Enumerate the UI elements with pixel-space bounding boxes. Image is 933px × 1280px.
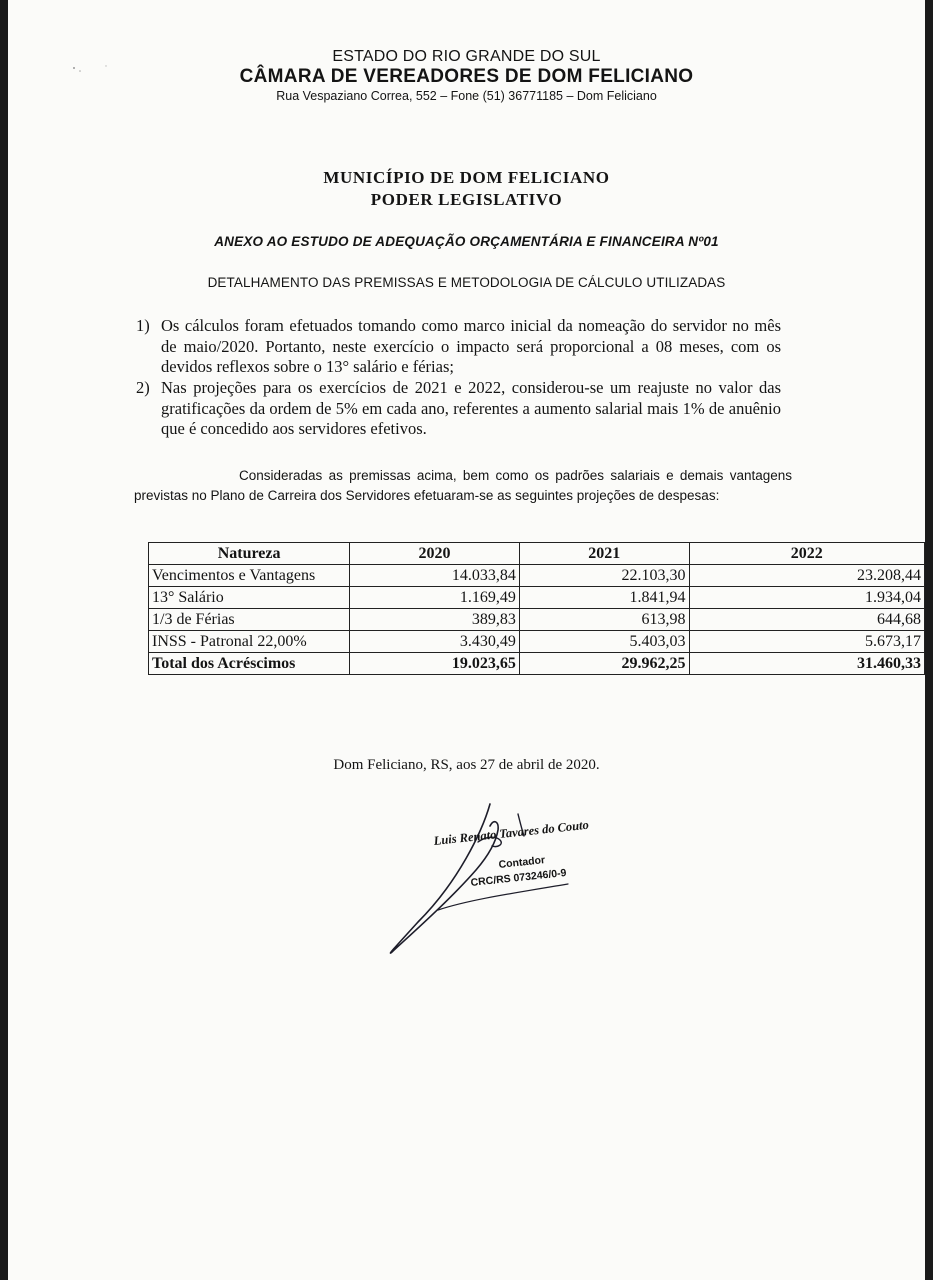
signature-registration: CRC/RS 073246/0-9 [470,866,568,889]
municipality-title: MUNICÍPIO DE DOM FELICIANO [323,168,610,187]
row-value: 1.841,94 [519,587,689,609]
header-chamber: CÂMARA DE VEREADORES DE DOM FELICIANO [239,66,694,87]
row-value: 23.208,44 [689,565,924,587]
row-value: 1.934,04 [689,587,924,609]
premise-text: Os cálculos foram efetuados tomando como marco inicial da nomeação do servidor no mês de maio/2020. Portanto, neste exercício o impacto será proporcional a 08 meses, com os devidos reflexos sobre o 13° salário e férias; [161,316,781,376]
detail-title: DETALHAMENTO DAS PREMISSAS E METODOLOGIA DE CÁLCULO UTILIZADAS [207,275,726,290]
total-value: 31.460,33 [689,653,924,675]
row-value: 1.169,49 [350,587,520,609]
table-row [149,631,925,653]
row-label: 13° Salário [149,587,350,609]
row-value: 613,98 [519,609,689,631]
header-year: 2022 [689,543,924,565]
header-natureza: Natureza [149,543,350,565]
table-row [149,587,925,609]
row-value: 3.430,49 [350,631,520,653]
premise-number: 1) [136,316,150,335]
row-value: 644,68 [689,609,924,631]
total-value: 29.962,25 [519,653,689,675]
total-label: Total dos Acréscimos [149,653,350,675]
row-value: 22.103,30 [519,565,689,587]
table-row [149,565,925,587]
premise-text: Nas projeções para os exercícios de 2021 e 2022, considerou-se um reajuste no valor das gratificações da ordem de 5% em cada ano, referentes a aumento salarial mais 1% de anuênio que é concedido aos servidores efetivos. [161,378,781,438]
municipality-subtitle: PODER LEGISLATIVO [370,190,563,209]
row-label: INSS - Patronal 22,00% [149,631,350,653]
header-state: ESTADO DO RIO GRANDE DO SUL [332,48,601,65]
header-year: 2020 [350,543,520,565]
row-label: Vencimentos e Vantagens [149,565,350,587]
intro-paragraph: Consideradas as premissas acima, bem como os padrões salariais e demais vantagens previstas no Plano de Carreira dos Servidores efetuaram-se as seguintes projeções de despesas: [134,468,792,503]
total-value: 19.023,65 [350,653,520,675]
premise-number: 2) [136,378,150,397]
table-row [149,609,925,631]
signature-name: Luis Renato Tavares do Couto [433,817,590,848]
row-value: 389,83 [350,609,520,631]
table-total-row [149,653,925,675]
annex-title: ANEXO AO ESTUDO DE ADEQUAÇÃO ORÇAMENTÁRIA E FINANCEIRA Nº01 [214,234,719,249]
header-year: 2021 [519,543,689,565]
row-value: 14.033,84 [350,565,520,587]
table-header-row [149,543,925,565]
header-address: Rua Vespaziano Correa, 552 – Fone (51) 36771185 – Dom Feliciano [276,89,657,103]
projection-table [148,542,925,675]
document-page [8,0,925,1280]
row-value: 5.403,03 [519,631,689,653]
signature-role: Contador [498,854,546,871]
row-label: 1/3 de Férias [149,609,350,631]
place-date: Dom Feliciano, RS, aos 27 de abril de 2020. [333,757,600,773]
row-value: 5.673,17 [689,631,924,653]
